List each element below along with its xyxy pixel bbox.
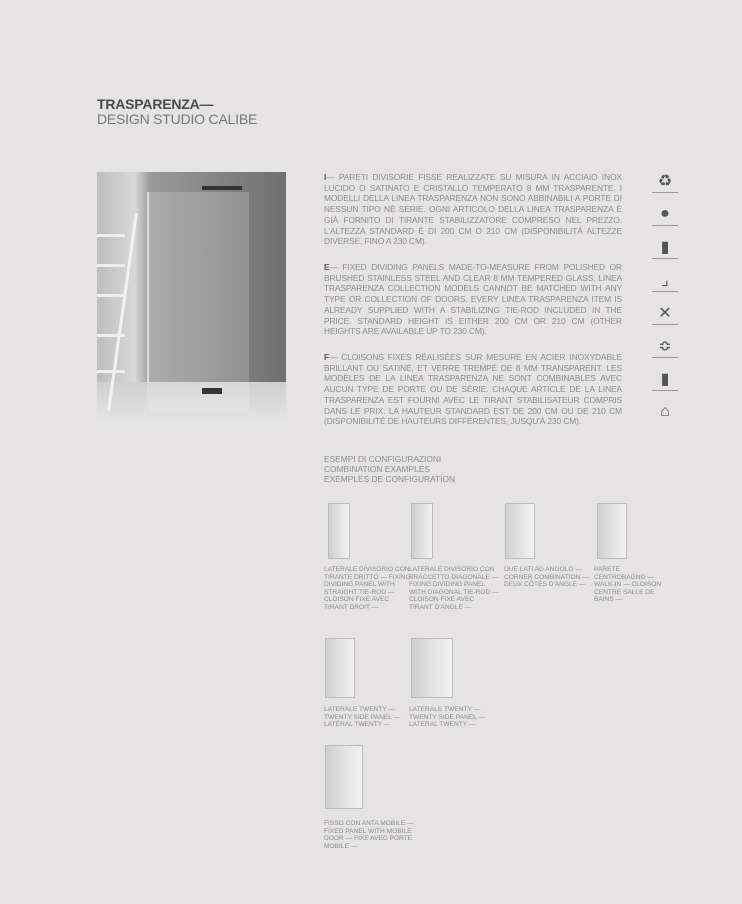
config-caption: PARETE CENTROBAGNO — WALK-IN — CLOISON CENTRE SALLE DE BAINS —: [594, 566, 662, 604]
config-caption: LATERALE DIVISORIO CON TIRANTE DRITTO — FIXING DIVIDING PANEL WITH STRAIGHT TIE-ROD — CLOISON FIXE AVEC TIRANT DROIT —: [324, 566, 411, 611]
config-diagram: [505, 503, 535, 559]
config-diagram: [325, 638, 355, 698]
config-diagram: [411, 638, 453, 698]
page-title: [97, 97, 257, 127]
config-diagram: [411, 503, 433, 559]
config-caption: DUE LATI AD ANGOLO — CORNER COMBINATION — DEUX CÔTÉS D'ANGLE —: [504, 566, 589, 589]
recycle-icon: ♻: [652, 170, 678, 193]
paragraph-en: E— FIXED DIVIDING PANELS MADE-TO-MEASURE FROM POLISHED OR BRUSHED STAINLESS STEEL AND CLEAR 8 MM TEMPERED GLASS. LINEA TRASPARENZA COLLECTION MODELS CANNOT BE MATCHED WITH ANY TYPE OR COLLECTION OF DOORS. EVERY LINEA TRASPARENZA ITEM IS ALREADY SUPPLIED WITH A STABILIZING TIE-ROD INCLUDED IN THE PRICE. STANDARD HEIGHT IS EITHER 200 CM OR 210 CM (OTHER HEIGHTS ARE AVAILABLE UP TO 230 CM).: [324, 262, 622, 337]
corner-tray-icon: ⌟: [652, 269, 678, 292]
config-diagram: [328, 503, 350, 559]
config-caption: LATERALE DIVISORIO CON BRACCETTO DIAGONALE — FIXING DIVIDING PANEL WITH DIAGONAL TIE-ROD — CLOISON FIXE AVEC TIRANT D'ANGLE —: [409, 566, 499, 611]
config-diagram: [325, 745, 363, 809]
subtitle: DESIGN STUDIO CALIBE: [97, 111, 258, 127]
paragraph-it: I— PARETI DIVISORIE FISSE REALIZZATE SU MISURA IN ACCIAIO INOX LUCIDO O SATINATO E CRISTALLO TEMPERATO 8 MM TRASPARENTE. I MODELLI DELLA LINEA TRASPARENZA NON SONO ABBINABILI A PORTE DI NESSUN TIPO NÈ SERIE. OGNI ARTICOLO DELLA LINEA TRASPARENZA È GIÀ FORNITO DI TIRANTE STABILIZZATORE COMPRESO NEL PREZZO. L'ALTEZZA STANDARD È DI 200 CM O 210 CM (DISPONIBILITÀ ALTEZZE DIVERSE, FINO A 230 CM).: [324, 172, 622, 247]
title: TRASPARENZA—: [97, 96, 214, 112]
cross-icon: ✕: [652, 302, 678, 325]
tape-measure-icon: ●: [652, 203, 678, 226]
config-caption: LATERALE TWENTY — TWENTY SIDE PANEL — LATÉRAL TWENTY —: [324, 706, 401, 729]
door-icon: ▮: [652, 236, 678, 259]
config-caption: FISSO CON ANTA MOBILE — FIXED PANEL WITH MOBILE DOOR — FIXE AVEC PORTE MOBILE —: [324, 820, 414, 850]
cabinet-icon: ▮: [652, 368, 678, 391]
config-caption: LATERALE TWENTY — TWENTY SIDE PANEL — LATERAL TWENTY —: [409, 706, 486, 729]
product-photo: [97, 172, 286, 422]
examples-heading: ESEMPI DI CONFIGURAZIONI COMBINATION EXAMPLES EXEMPLES DE CONFIGURATION: [324, 454, 456, 484]
feature-icons: [652, 170, 678, 433]
layers-icon: ≎: [652, 335, 678, 358]
config-diagram: [597, 503, 627, 559]
paragraph-fr: F— CLOISONS FIXES RÉALISÉES SUR MESURE EN ACIER INOXYDABLE BRILLANT OU SATINÉ, ET VERRE TREMPÉ DE 8 MM TRANSPARENT. LES MODÈLES DE LA LINEA TRASPARENZA NE SONT COMBINABLES AVEC AUCUN TYPE DE PORTE OU DE SÉRIE. CHAQUE ARTICLE DE LA LINEA TRASPARENZA EST FOURNI AVEC LE TIRANT STABILISATEUR COMPRIS DANS LE PRIX. LA HAUTEUR STANDARD EST DE 200 CM OU DE 210 CM (DISPONIBILITÉ DE HAUTEURS DIFFÉRENTES, JUSQU'À 230 CM).: [324, 352, 622, 427]
hanger-icon: ⌂: [660, 403, 670, 420]
